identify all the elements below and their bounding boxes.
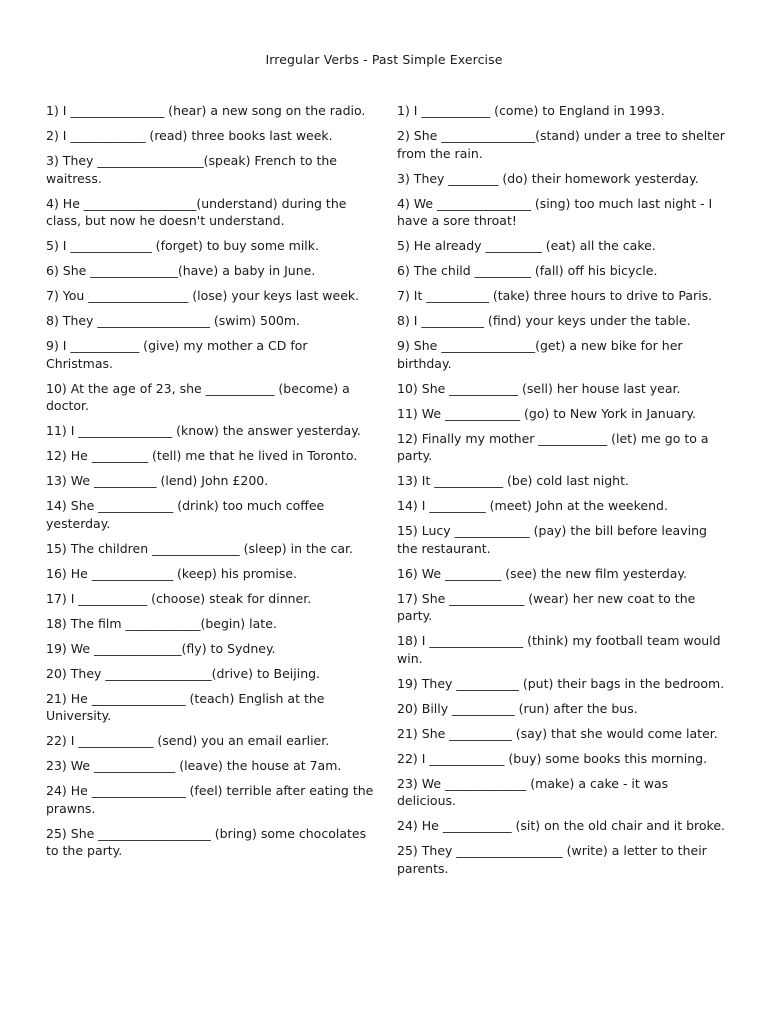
exercise-item: 3) They ________ (do) their homework yesterday. [397, 170, 699, 186]
exercise-item: 11) I _______________ (know) the answer yesterday. [46, 423, 361, 438]
exercise-item: 23) We _____________ (make) a cake - it was delicious. [397, 775, 669, 808]
exercise-item: 10) At the age of 23, she ___________ (become) a doctor. [46, 380, 350, 413]
exercise-item: 13) We __________ (lend) John £200. [46, 473, 269, 488]
exercise-item: 12) Finally my mother ___________ (let) me go to a party. [397, 430, 709, 463]
exercise-item: 24) He _______________ (feel) terrible after eating the prawns. [46, 783, 374, 816]
exercise-item: 21) He _______________ (teach) English at the University. [46, 690, 325, 723]
exercise-item: 24) He ___________ (sit) on the old chair and it broke. [397, 818, 725, 833]
exercise-item: 22) I ____________ (buy) some books this morning. [397, 750, 708, 766]
exercise-item: 7) You ________________ (lose) your keys last week. [46, 288, 360, 303]
exercise-item: 7) It __________ (take) three hours to drive to Paris. [397, 288, 713, 303]
exercise-item: 18) I _______________ (think) my football team would win. [397, 633, 721, 666]
exercise-item: 20) Billy __________ (run) after the bus. [397, 700, 638, 716]
exercise-item: 25) She __________________ (bring) some chocolates to the party. [46, 825, 367, 858]
exercise-item: 13) It ___________ (be) cold last night. [397, 473, 629, 488]
exercise-item: 22) I ____________ (send) you an email earlier. [46, 733, 330, 748]
exercise-item: 16) We _________ (see) the new film yesterday. [397, 565, 687, 581]
exercise-item: 11) We ____________ (go) to New York in January. [397, 405, 697, 421]
exercise-item: 4) He __________________(understand) during the class, but now he doesn't understand. [46, 195, 347, 228]
exercise-item: 6) The child _________ (fall) off his bicycle. [397, 263, 658, 278]
exercise-item: 17) She ____________ (wear) her new coat to the party. [397, 590, 696, 623]
exercise-item: 8) I __________ (find) your keys under the table. [397, 313, 691, 328]
exercise-item: 16) He _____________ (keep) his promise. [46, 565, 298, 581]
left-exercise-column [46, 102, 376, 867]
exercise-item: 9) I ___________ (give) my mother a CD for Christmas. [46, 338, 308, 371]
exercise-item: 25) They _________________ (write) a letter to their parents. [397, 843, 707, 876]
exercise-item: 19) We ______________(fly) to Sydney. [46, 640, 276, 656]
exercise-item: 14) She ____________ (drink) too much coffee yesterday. [46, 498, 325, 531]
exercise-item: 18) The film ____________(begin) late. [46, 615, 277, 631]
page-title: Irregular Verbs - Past Simple Exercise [265, 52, 503, 67]
exercise-item: 5) I _____________ (forget) to buy some milk. [46, 238, 319, 253]
exercise-item: 17) I ___________ (choose) steak for dinner. [46, 590, 312, 606]
exercise-item: 1) I ___________ (come) to England in 1993. [397, 103, 665, 118]
exercise-item: 15) Lucy ____________ (pay) the bill before leaving the restaurant. [397, 523, 707, 556]
exercise-item: 3) They _________________(speak) French to the waitress. [46, 153, 337, 186]
exercise-item: 9) She _______________(get) a new bike for her birthday. [397, 338, 683, 371]
exercise-item: 23) We _____________ (leave) the house at 7am. [46, 758, 342, 773]
exercise-item: 12) He _________ (tell) me that he lived in Toronto. [46, 448, 358, 463]
exercise-item: 2) She _______________(stand) under a tree to shelter from the rain. [397, 128, 725, 161]
exercise-item: 6) She ______________(have) a baby in June. [46, 263, 316, 278]
exercise-item: 20) They _________________(drive) to Beijing. [46, 665, 321, 681]
exercise-item: 21) She __________ (say) that she would come later. [397, 725, 718, 741]
exercise-item: 10) She ___________ (sell) her house last year. [397, 380, 681, 396]
exercise-item: 2) I ____________ (read) three books last week. [46, 128, 333, 143]
exercise-item: 1) I _______________ (hear) a new song on the radio. [46, 103, 366, 118]
exercise-item: 5) He already _________ (eat) all the cake. [397, 238, 656, 253]
exercise-item: 4) We _______________ (sing) too much last night - I have a sore throat! [397, 195, 713, 228]
exercise-item: 14) I _________ (meet) John at the weekend. [397, 498, 668, 513]
exercise-item: 15) The children ______________ (sleep) in the car. [46, 540, 353, 556]
exercise-item: 19) They __________ (put) their bags in the bedroom. [397, 675, 725, 691]
right-exercise-column [397, 102, 727, 885]
exercise-item: 8) They __________________ (swim) 500m. [46, 313, 301, 328]
